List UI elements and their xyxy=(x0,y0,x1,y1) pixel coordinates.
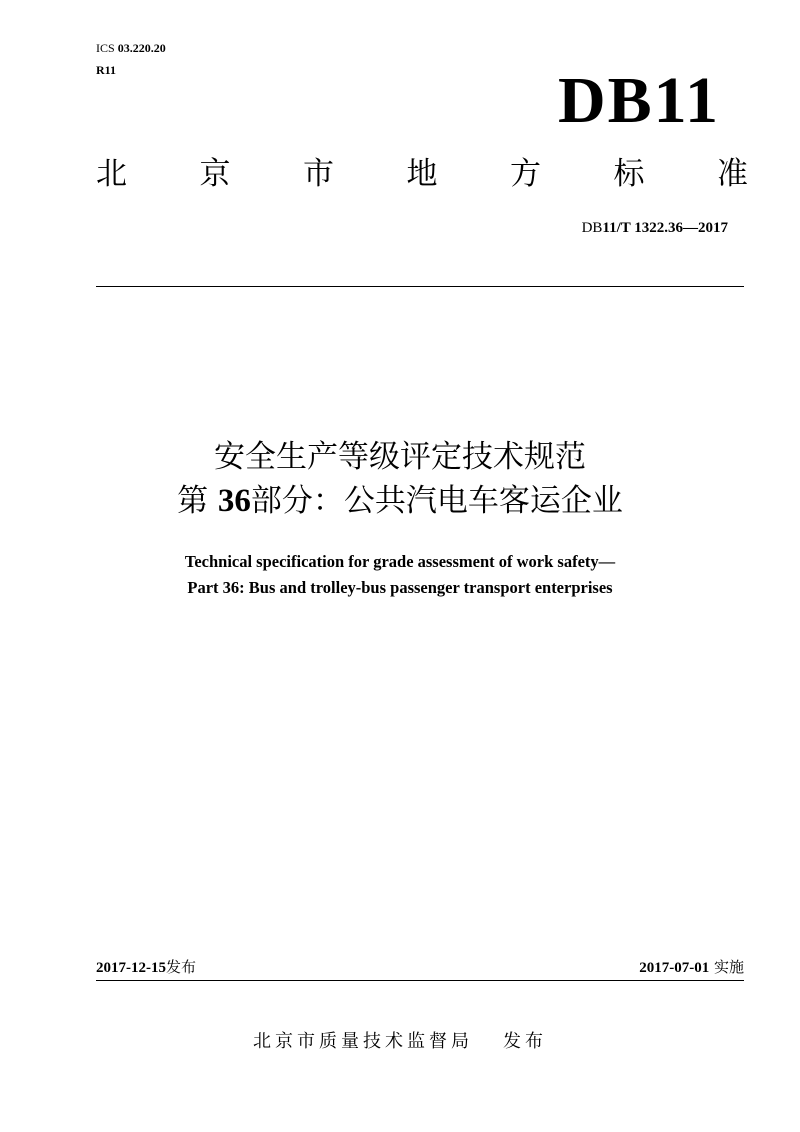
standard-type-char: 市 xyxy=(303,156,334,192)
title-en-line2: Part 36: Bus and trolley-bus passenger transport enterprises xyxy=(187,578,613,597)
publish-date-block xyxy=(96,957,196,978)
title-part-name: 部分：公共汽电车客运企业 xyxy=(250,483,623,519)
ics-classification xyxy=(96,41,166,55)
standard-type-char: 北 xyxy=(96,156,127,192)
standard-type-char: 标 xyxy=(613,156,645,192)
header-divider xyxy=(96,286,744,287)
title-cn-line1: 安全生产等级评定技术规范 xyxy=(214,439,586,475)
db-mark: DB11 xyxy=(557,64,720,137)
ics-code: 03.220.20 xyxy=(117,41,166,55)
title-part-prefix: 第 xyxy=(177,483,209,519)
ccs-code: R11 xyxy=(96,63,117,77)
ics-label: ICS xyxy=(96,41,115,55)
footer-divider xyxy=(96,980,744,981)
implement-label: 实施 xyxy=(713,958,744,976)
standard-type-char: 准 xyxy=(717,156,748,192)
issuer-name: 北京市质量技术监督局 xyxy=(253,1031,473,1052)
title-part-number: 36 xyxy=(217,483,251,519)
issuer-action: 发布 xyxy=(503,1031,547,1052)
standard-type-char: 地 xyxy=(406,156,438,192)
standard-code-body: 11/T 1322.36—2017 xyxy=(602,220,728,236)
title-en-line1: Technical specification for grade assessment of work safety— xyxy=(184,552,616,571)
issuer-line xyxy=(0,1030,800,1054)
standard-code-prefix: DB xyxy=(581,220,603,236)
standard-code xyxy=(582,219,728,237)
standard-type xyxy=(96,156,748,192)
publish-label: 发布 xyxy=(166,958,197,976)
standard-type-char: 方 xyxy=(510,156,541,192)
implement-date-block xyxy=(639,957,744,978)
standard-type-char: 京 xyxy=(199,156,231,192)
publish-date: 2017-12-15 xyxy=(96,960,166,976)
implement-date: 2017-07-01 xyxy=(639,960,710,976)
title-cn-line2 xyxy=(0,481,800,521)
